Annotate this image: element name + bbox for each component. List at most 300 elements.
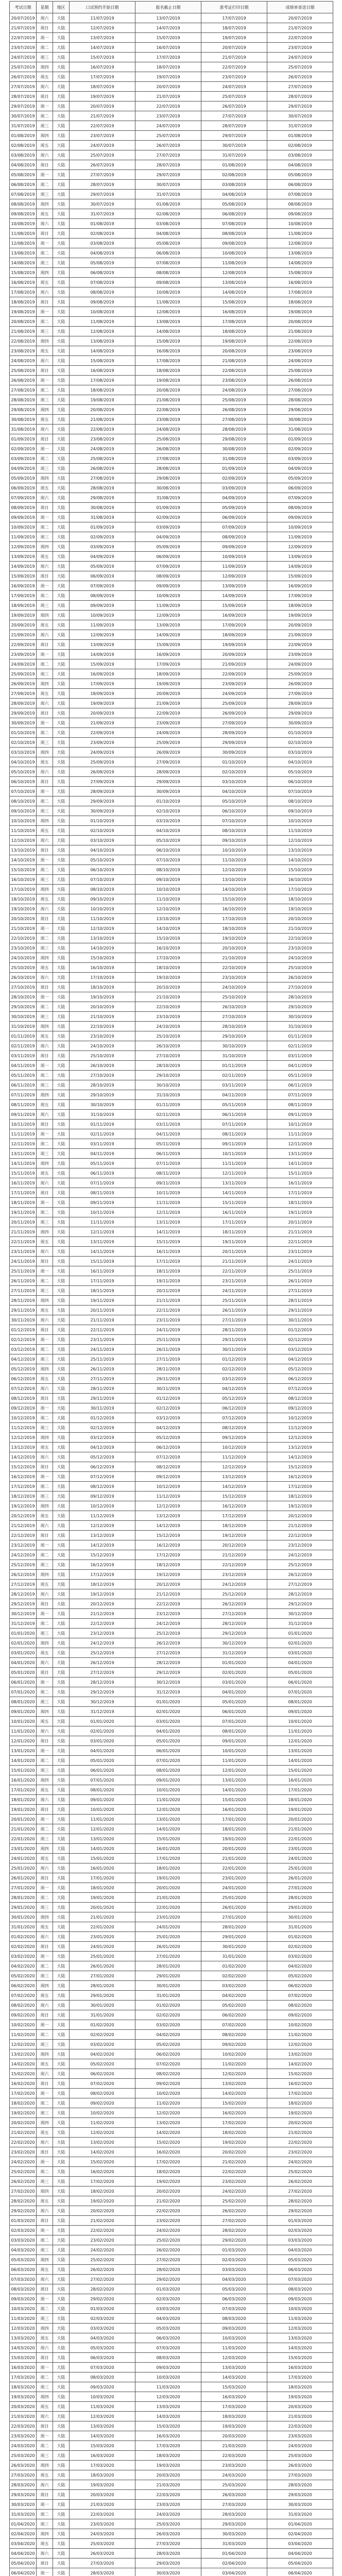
exam-date-cell: 01/04/2020	[10, 2519, 37, 2529]
table-row	[10, 2480, 333, 2490]
booking-start-cell: 25/11/2019	[70, 1354, 135, 1364]
result-mailing-cell: 28/11/2019	[267, 1296, 333, 1306]
region-cell: 大陆	[53, 875, 70, 885]
result-mailing-cell: 18/02/2020	[267, 2098, 333, 2108]
table-row	[10, 72, 333, 82]
result-mailing-cell: 17/01/2020	[267, 1785, 333, 1795]
booking-start-cell: 26/08/2019	[70, 464, 135, 473]
exam-date-cell: 03/08/2019	[10, 150, 37, 160]
exam-date-cell: 16/02/2020	[10, 2079, 37, 2089]
registration-deadline-cell: 08/10/2019	[135, 865, 201, 875]
weekday-cell: 周六	[37, 973, 53, 982]
exam-date-cell: 12/02/2020	[10, 2040, 37, 2049]
exam-date-cell: 03/11/2019	[10, 1051, 37, 1061]
table-row	[10, 1051, 333, 1061]
column-header-booking-start: 口试预约开始日期	[70, 2, 135, 13]
booking-start-cell: 19/08/2019	[70, 395, 135, 405]
registration-deadline-cell: 26/10/2019	[135, 1041, 201, 1051]
booking-start-cell: 04/10/2019	[70, 845, 135, 855]
region-cell: 大陆	[53, 1247, 70, 1257]
booking-start-cell: 10/03/2020	[70, 2392, 135, 2402]
result-mailing-cell: 10/03/2020	[267, 2304, 333, 2314]
admission-print-cell: 19/07/2019	[201, 33, 267, 43]
result-mailing-cell: 23/01/2020	[267, 1844, 333, 1854]
booking-start-cell: 22/01/2020	[70, 1922, 135, 1932]
exam-date-cell: 17/01/2020	[10, 1785, 37, 1795]
registration-deadline-cell: 03/10/2019	[135, 816, 201, 826]
weekday-cell: 周二	[37, 2304, 53, 2314]
weekday-cell: 周五	[37, 1100, 53, 1110]
table-row	[10, 571, 333, 581]
weekday-cell: 周日	[37, 1942, 53, 1952]
admission-print-cell: 12/10/2019	[201, 865, 267, 875]
weekday-cell: 周二	[37, 2235, 53, 2245]
weekday-cell: 周一	[37, 924, 53, 934]
weekday-cell: 周日	[37, 1257, 53, 1266]
table-row	[10, 1952, 333, 1961]
exam-date-cell: 14/08/2019	[10, 258, 37, 268]
booking-start-cell: 22/08/2019	[70, 425, 135, 434]
weekday-cell: 周二	[37, 2167, 53, 2177]
region-cell: 大陆	[53, 1844, 70, 1854]
exam-date-cell: 27/01/2020	[10, 1883, 37, 1893]
admission-print-cell: 29/07/2019	[201, 131, 267, 141]
admission-print-cell: 04/01/2020	[201, 1687, 267, 1697]
region-cell: 大陆	[53, 2539, 70, 2549]
result-mailing-cell: 29/01/2020	[267, 1903, 333, 1912]
weekday-cell: 周五	[37, 2402, 53, 2412]
region-cell: 大陆	[53, 1266, 70, 1276]
booking-start-cell: 26/10/2019	[70, 1061, 135, 1071]
registration-deadline-cell: 10/09/2019	[135, 591, 201, 601]
region-cell: 大陆	[53, 2558, 70, 2568]
admission-print-cell: 12/02/2020	[201, 2069, 267, 2079]
exam-date-cell: 27/03/2020	[10, 2470, 37, 2480]
schedule-table-body	[10, 13, 333, 2576]
booking-start-cell: 06/08/2019	[70, 268, 135, 278]
weekday-cell: 周一	[37, 1609, 53, 1619]
table-row	[10, 82, 333, 92]
weekday-cell: 周四	[37, 336, 53, 346]
weekday-cell: 周四	[37, 1090, 53, 1100]
result-mailing-cell: 01/01/2020	[267, 1629, 333, 1638]
registration-deadline-cell: 09/02/2020	[135, 2079, 201, 2089]
registration-deadline-cell: 23/10/2019	[135, 1012, 201, 1022]
region-cell: 大陆	[53, 317, 70, 327]
result-mailing-cell: 31/12/2019	[267, 1619, 333, 1629]
table-row	[10, 1286, 333, 1296]
weekday-cell: 周二	[37, 1071, 53, 1080]
admission-print-cell: 07/03/2020	[201, 2304, 267, 2314]
admission-print-cell: 23/12/2019	[201, 1570, 267, 1580]
region-cell: 大陆	[53, 23, 70, 33]
result-mailing-cell: 26/11/2019	[267, 1276, 333, 1286]
admission-print-cell: 28/10/2019	[201, 1022, 267, 1031]
booking-start-cell: 16/02/2020	[70, 2167, 135, 2177]
booking-start-cell: 21/11/2019	[70, 1315, 135, 1325]
table-row	[10, 973, 333, 982]
booking-start-cell: 27/12/2019	[70, 1668, 135, 1677]
table-row	[10, 1942, 333, 1952]
admission-print-cell: 25/03/2020	[201, 2480, 267, 2490]
region-cell: 大陆	[53, 2001, 70, 2010]
registration-deadline-cell: 18/03/2020	[135, 2451, 201, 2461]
weekday-cell: 周六	[37, 1247, 53, 1257]
admission-print-cell: 13/09/2019	[201, 581, 267, 591]
region-cell: 大陆	[53, 1237, 70, 1247]
result-mailing-cell: 10/10/2019	[267, 816, 333, 826]
region-cell: 大陆	[53, 287, 70, 297]
region-cell: 大陆	[53, 1854, 70, 1863]
weekday-cell: 周一	[37, 1883, 53, 1893]
registration-deadline-cell: 26/02/2020	[135, 2245, 201, 2255]
weekday-cell: 周一	[37, 1061, 53, 1071]
table-row	[10, 2196, 333, 2206]
registration-deadline-cell: 10/08/2019	[135, 287, 201, 297]
booking-start-cell: 02/02/2020	[70, 2030, 135, 2040]
result-mailing-cell: 31/07/2019	[267, 121, 333, 131]
exam-date-cell: 10/08/2019	[10, 219, 37, 229]
admission-print-cell: 26/07/2019	[201, 101, 267, 111]
exam-date-cell: 29/12/2019	[10, 1599, 37, 1609]
region-cell: 大陆	[53, 1452, 70, 1462]
registration-deadline-cell: 26/08/2019	[135, 444, 201, 454]
weekday-cell: 周五	[37, 1306, 53, 1315]
admission-print-cell: 07/01/2020	[201, 1717, 267, 1726]
exam-date-cell: 22/10/2019	[10, 934, 37, 943]
exam-date-cell: 27/09/2019	[10, 689, 37, 699]
booking-start-cell: 29/11/2019	[70, 1394, 135, 1403]
weekday-cell: 周日	[37, 2353, 53, 2363]
result-mailing-cell: 01/12/2019	[267, 1325, 333, 1335]
admission-print-cell: 03/04/2020	[201, 2568, 267, 2576]
admission-print-cell: 06/11/2019	[201, 1110, 267, 1120]
booking-start-cell: 25/08/2019	[70, 454, 135, 464]
weekday-cell: 周五	[37, 2196, 53, 2206]
result-mailing-cell: 14/10/2019	[267, 855, 333, 865]
weekday-cell: 周四	[37, 1433, 53, 1443]
table-row	[10, 1903, 333, 1912]
admission-print-cell: 16/08/2019	[201, 307, 267, 317]
table-row	[10, 1335, 333, 1345]
region-cell: 大陆	[53, 1589, 70, 1599]
result-mailing-cell: 02/12/2019	[267, 1335, 333, 1345]
registration-deadline-cell: 16/10/2019	[135, 943, 201, 953]
result-mailing-cell: 08/12/2019	[267, 1394, 333, 1403]
registration-deadline-cell: 07/11/2019	[135, 1159, 201, 1168]
booking-start-cell: 09/09/2019	[70, 601, 135, 611]
registration-deadline-cell: 01/10/2019	[135, 796, 201, 806]
weekday-cell: 周五	[37, 1922, 53, 1932]
admission-print-cell: 20/10/2019	[201, 943, 267, 953]
admission-print-cell: 30/08/2019	[201, 444, 267, 454]
table-row	[10, 2128, 333, 2138]
result-mailing-cell: 03/02/2020	[267, 1952, 333, 1961]
region-cell: 大陆	[53, 708, 70, 718]
booking-start-cell: 29/10/2019	[70, 1090, 135, 1100]
booking-start-cell: 07/08/2019	[70, 278, 135, 287]
result-mailing-cell: 23/10/2019	[267, 943, 333, 953]
weekday-cell: 周一	[37, 444, 53, 454]
exam-date-cell: 25/02/2020	[10, 2167, 37, 2177]
admission-print-cell: 02/12/2019	[201, 1364, 267, 1374]
exam-date-cell: 15/03/2020	[10, 2353, 37, 2363]
booking-start-cell: 05/10/2019	[70, 855, 135, 865]
booking-start-cell: 19/01/2020	[70, 1893, 135, 1903]
result-mailing-cell: 22/02/2020	[267, 2138, 333, 2147]
admission-print-cell: 01/12/2019	[201, 1354, 267, 1364]
admission-print-cell: 18/03/2020	[201, 2412, 267, 2421]
registration-deadline-cell: 03/09/2019	[135, 522, 201, 532]
registration-deadline-cell: 20/01/2020	[135, 1883, 201, 1893]
booking-start-cell: 19/07/2019	[70, 92, 135, 101]
table-row	[10, 1492, 333, 1501]
admission-print-cell: 11/01/2020	[201, 1756, 267, 1766]
result-mailing-cell: 20/10/2019	[267, 914, 333, 924]
table-row	[10, 1570, 333, 1580]
registration-deadline-cell: 11/10/2019	[135, 894, 201, 904]
exam-date-cell: 24/11/2019	[10, 1257, 37, 1266]
result-mailing-cell: 16/09/2019	[267, 581, 333, 591]
booking-start-cell: 24/11/2019	[70, 1345, 135, 1354]
booking-start-cell: 02/11/2019	[70, 1129, 135, 1139]
region-cell: 大陆	[53, 1090, 70, 1100]
registration-deadline-cell: 21/01/2020	[135, 1893, 201, 1903]
result-mailing-cell: 28/03/2020	[267, 2480, 333, 2490]
registration-deadline-cell: 06/09/2019	[135, 552, 201, 562]
result-mailing-cell: 30/08/2019	[267, 415, 333, 425]
weekday-cell: 周五	[37, 1237, 53, 1247]
result-mailing-cell: 03/01/2020	[267, 1648, 333, 1658]
weekday-cell: 周一	[37, 2020, 53, 2030]
registration-deadline-cell: 27/02/2020	[135, 2255, 201, 2265]
booking-start-cell: 15/07/2019	[70, 53, 135, 62]
exam-date-cell: 21/01/2020	[10, 1824, 37, 1834]
region-cell: 大陆	[53, 1815, 70, 1824]
booking-start-cell: 15/03/2020	[70, 2441, 135, 2451]
booking-start-cell: 24/03/2020	[70, 2529, 135, 2539]
weekday-cell: 周一	[37, 581, 53, 591]
weekday-cell: 周日	[37, 2490, 53, 2500]
admission-print-cell: 05/12/2019	[201, 1394, 267, 1403]
region-cell: 大陆	[53, 2118, 70, 2128]
result-mailing-cell: 22/11/2019	[267, 1237, 333, 1247]
result-mailing-cell: 22/03/2020	[267, 2421, 333, 2431]
result-mailing-cell: 28/01/2020	[267, 1893, 333, 1903]
result-mailing-cell: 06/02/2020	[267, 1981, 333, 1991]
registration-deadline-cell: 03/08/2019	[135, 219, 201, 229]
weekday-cell: 周一	[37, 239, 53, 248]
region-cell: 大陆	[53, 699, 70, 708]
registration-deadline-cell: 11/09/2019	[135, 601, 201, 611]
exam-date-cell: 08/03/2020	[10, 2284, 37, 2294]
exam-date-cell: 11/11/2019	[10, 1129, 37, 1139]
table-row	[10, 1648, 333, 1658]
weekday-cell: 周四	[37, 405, 53, 415]
weekday-cell: 周一	[37, 170, 53, 180]
region-cell: 大陆	[53, 953, 70, 963]
table-row	[10, 894, 333, 904]
weekday-cell: 周四	[37, 62, 53, 72]
exam-date-cell: 07/10/2019	[10, 787, 37, 796]
table-row	[10, 2519, 333, 2529]
registration-deadline-cell: 17/01/2020	[135, 1854, 201, 1863]
booking-start-cell: 02/08/2019	[70, 229, 135, 239]
weekday-cell: 周三	[37, 1354, 53, 1364]
table-row	[10, 385, 333, 395]
booking-start-cell: 14/11/2019	[70, 1247, 135, 1257]
admission-print-cell: 13/02/2020	[201, 2079, 267, 2089]
exam-date-cell: 12/12/2019	[10, 1433, 37, 1443]
table-row	[10, 2187, 333, 2196]
exam-date-cell: 08/01/2020	[10, 1697, 37, 1707]
table-row	[10, 2030, 333, 2040]
table-row	[10, 317, 333, 327]
exam-date-cell: 10/09/2019	[10, 522, 37, 532]
exam-date-cell: 25/11/2019	[10, 1266, 37, 1276]
exam-date-cell: 01/08/2019	[10, 131, 37, 141]
region-cell: 大陆	[53, 1570, 70, 1580]
region-cell: 大陆	[53, 2461, 70, 2470]
table-row	[10, 170, 333, 180]
table-row	[10, 1834, 333, 1844]
booking-start-cell: 28/02/2020	[70, 2284, 135, 2294]
region-cell: 大陆	[53, 53, 70, 62]
registration-deadline-cell: 31/10/2019	[135, 1090, 201, 1100]
result-mailing-cell: 06/08/2019	[267, 180, 333, 190]
weekday-cell: 周五	[37, 346, 53, 356]
table-row	[10, 1306, 333, 1315]
region-cell: 大陆	[53, 885, 70, 894]
region-cell: 大陆	[53, 1325, 70, 1335]
admission-print-cell: 29/10/2019	[201, 1031, 267, 1041]
result-mailing-cell: 24/08/2019	[267, 356, 333, 366]
booking-start-cell: 20/12/2019	[70, 1599, 135, 1609]
result-mailing-cell: 13/10/2019	[267, 845, 333, 855]
table-row	[10, 2098, 333, 2108]
region-cell: 大陆	[53, 464, 70, 473]
table-row	[10, 2333, 333, 2343]
weekday-cell: 周二	[37, 180, 53, 190]
admission-print-cell: 04/12/2019	[201, 1384, 267, 1394]
weekday-cell: 周日	[37, 1736, 53, 1746]
exam-date-cell: 07/08/2019	[10, 190, 37, 199]
admission-print-cell: 11/08/2019	[201, 258, 267, 268]
region-cell: 大陆	[53, 522, 70, 532]
admission-print-cell: 01/04/2020	[201, 2549, 267, 2558]
booking-start-cell: 08/01/2020	[70, 1785, 135, 1795]
booking-start-cell: 10/09/2019	[70, 611, 135, 620]
region-cell: 大陆	[53, 865, 70, 875]
result-mailing-cell: 25/01/2020	[267, 1863, 333, 1873]
booking-start-cell: 18/08/2019	[70, 385, 135, 395]
exam-date-cell: 20/07/2019	[10, 13, 37, 23]
admission-print-cell: 11/09/2019	[201, 562, 267, 571]
admission-print-cell: 21/12/2019	[201, 1550, 267, 1560]
booking-start-cell: 19/02/2020	[70, 2196, 135, 2206]
table-row	[10, 1188, 333, 1198]
region-cell: 大陆	[53, 748, 70, 757]
region-cell: 大陆	[53, 679, 70, 689]
exam-date-cell: 06/11/2019	[10, 1080, 37, 1090]
registration-deadline-cell: 15/02/2020	[135, 2138, 201, 2147]
registration-deadline-cell: 22/01/2020	[135, 1903, 201, 1912]
registration-deadline-cell: 26/09/2019	[135, 748, 201, 757]
registration-deadline-cell: 28/01/2020	[135, 1961, 201, 1971]
registration-deadline-cell: 26/07/2019	[135, 141, 201, 150]
admission-print-cell: 29/12/2019	[201, 1629, 267, 1638]
table-row	[10, 1266, 333, 1276]
booking-start-cell: 12/02/2020	[70, 2128, 135, 2138]
booking-start-cell: 07/10/2019	[70, 875, 135, 885]
result-mailing-cell: 30/03/2020	[267, 2500, 333, 2510]
exam-date-cell: 25/08/2019	[10, 366, 37, 376]
booking-start-cell: 25/01/2020	[70, 1952, 135, 1961]
result-mailing-cell: 24/11/2019	[267, 1257, 333, 1266]
booking-start-cell: 26/07/2019	[70, 160, 135, 170]
region-cell: 大陆	[53, 767, 70, 777]
booking-start-cell: 28/08/2019	[70, 483, 135, 493]
registration-deadline-cell: 23/08/2019	[135, 415, 201, 425]
admission-print-cell: 06/03/2020	[201, 2294, 267, 2304]
exam-date-cell: 23/07/2019	[10, 43, 37, 53]
booking-start-cell: 18/03/2020	[70, 2470, 135, 2480]
exam-date-cell: 20/01/2020	[10, 1815, 37, 1824]
booking-start-cell: 29/08/2019	[70, 493, 135, 503]
booking-start-cell: 21/01/2020	[70, 1912, 135, 1922]
exam-date-cell: 01/09/2019	[10, 434, 37, 444]
booking-start-cell: 12/11/2019	[70, 1227, 135, 1237]
booking-start-cell: 23/02/2020	[70, 2235, 135, 2245]
region-cell: 大陆	[53, 62, 70, 72]
result-mailing-cell: 19/12/2019	[267, 1501, 333, 1511]
booking-start-cell: 07/11/2019	[70, 1178, 135, 1188]
table-row	[10, 1883, 333, 1893]
booking-start-cell: 01/12/2019	[70, 1413, 135, 1423]
admission-print-cell: 15/02/2020	[201, 2098, 267, 2108]
region-cell: 大陆	[53, 33, 70, 43]
registration-deadline-cell: 08/01/2020	[135, 1766, 201, 1775]
table-row	[10, 1599, 333, 1609]
admission-print-cell: 13/01/2020	[201, 1775, 267, 1785]
booking-start-cell: 11/12/2019	[70, 1511, 135, 1521]
weekday-cell: 周五	[37, 894, 53, 904]
table-row	[10, 2157, 333, 2167]
region-cell: 大陆	[53, 1736, 70, 1746]
region-cell: 大陆	[53, 1080, 70, 1090]
booking-start-cell: 28/01/2020	[70, 1981, 135, 1991]
result-mailing-cell: 01/03/2020	[267, 2216, 333, 2226]
table-row	[10, 1609, 333, 1619]
registration-deadline-cell: 20/10/2019	[135, 982, 201, 992]
weekday-cell: 周四	[37, 1501, 53, 1511]
exam-date-cell: 11/10/2019	[10, 826, 37, 836]
admission-print-cell: 04/09/2019	[201, 493, 267, 503]
table-row	[10, 1198, 333, 1208]
admission-print-cell: 22/08/2019	[201, 366, 267, 376]
region-cell: 大陆	[53, 2324, 70, 2333]
table-row	[10, 503, 333, 513]
result-mailing-cell: 05/08/2019	[267, 170, 333, 180]
result-mailing-cell: 26/02/2020	[267, 2177, 333, 2187]
exam-date-cell: 06/01/2020	[10, 1677, 37, 1687]
table-row	[10, 278, 333, 287]
exam-date-cell: 20/11/2019	[10, 1217, 37, 1227]
region-cell: 大陆	[53, 1511, 70, 1521]
registration-deadline-cell: 10/12/2019	[135, 1482, 201, 1492]
region-cell: 大陆	[53, 1932, 70, 1942]
table-row	[10, 1364, 333, 1374]
